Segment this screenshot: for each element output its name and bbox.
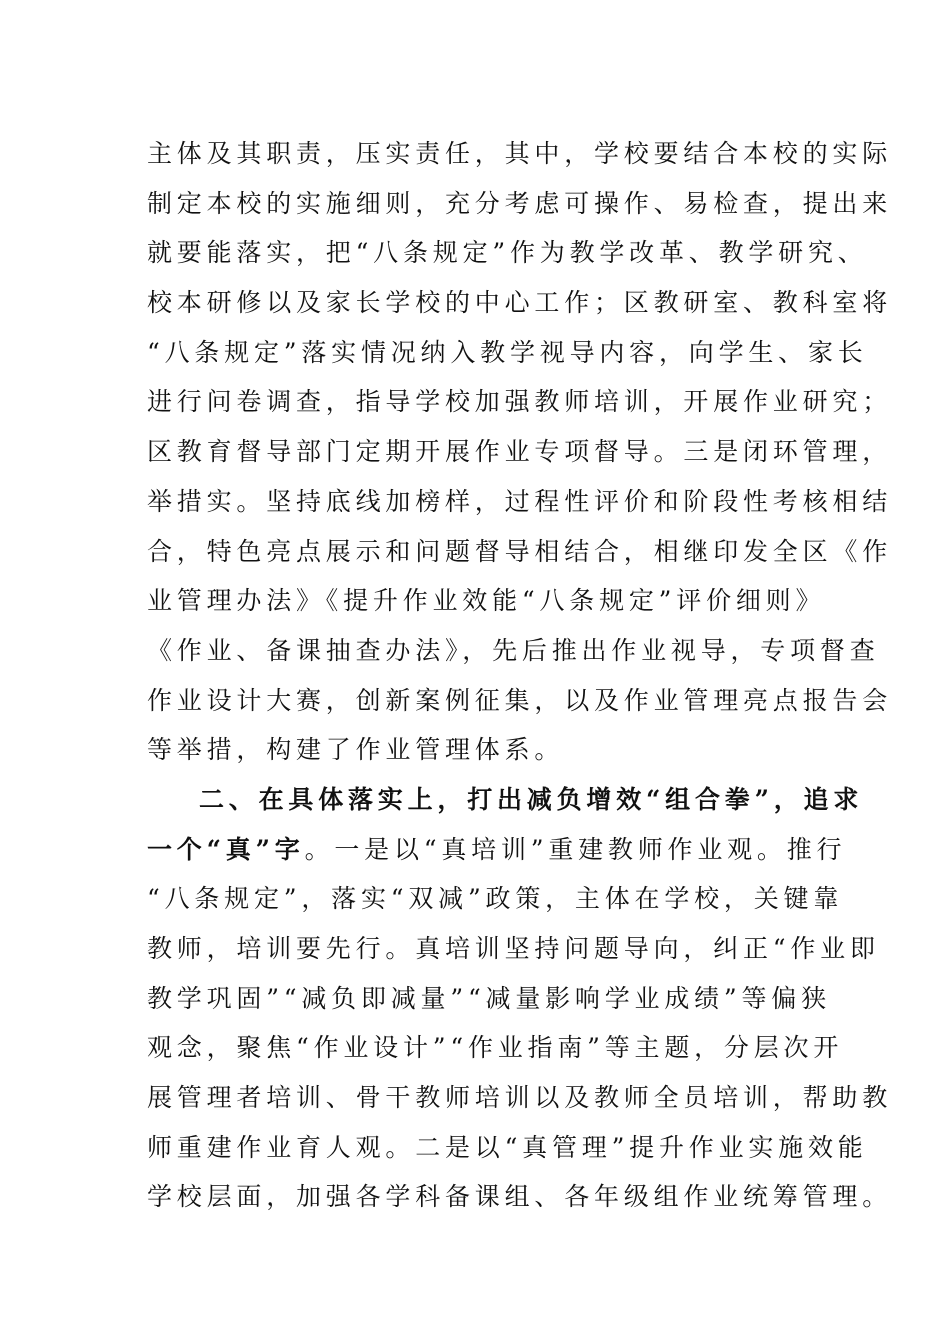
paragraph-line: 师重建作业育人观。二是以“真管理”提升作业实施效能 xyxy=(147,1132,868,1162)
paragraph-line: 就要能落实，把“八条规定”作为教学改革、教学研究、 xyxy=(147,238,868,268)
paragraph-line: 《作业、备课抽查办法》，先后推出作业视导，专项督查 xyxy=(147,635,880,665)
paragraph-line: 合，特色亮点展示和问题督导相结合，相继印发全区《作 xyxy=(147,536,893,566)
body-text xyxy=(147,129,893,1222)
paragraph-text: 。一是以“真培训”重建教师作业观。推行 xyxy=(304,834,847,864)
paragraph-line: “八条规定”，落实“双减”政策，主体在学校，关键靠 xyxy=(147,884,844,914)
paragraph-line: “八条规定”落实情况纳入教学视导内容，向学生、家长 xyxy=(147,337,868,367)
paragraph-line: 等举措，构建了作业管理体系。 xyxy=(147,735,565,765)
section-heading: 二、在具体落实上，打出减负增效“组合拳”，追求 xyxy=(199,784,864,814)
paragraph-line xyxy=(147,825,847,875)
paragraph-line: 业管理办法》《提升作业效能“八条规定”评价细则》 xyxy=(147,586,826,616)
paragraph-line: 制定本校的实施细则，充分考虑可操作、易检查，提出来 xyxy=(147,188,893,218)
paragraph-line: 展管理者培训、骨干教师培训以及教师全员培训，帮助教 xyxy=(147,1083,893,1113)
paragraph-line: 区教育督导部门定期开展作业专项督导。三是闭环管理， xyxy=(147,437,893,467)
paragraph-line: 校本研修以及家长学校的中心工作；区教研室、教科室将 xyxy=(147,288,893,318)
paragraph-line: 举措实。坚持底线加榜样，过程性评价和阶段性考核相结 xyxy=(147,486,893,516)
paragraph-line: 教师，培训要先行。真培训坚持问题导向，纠正“作业即 xyxy=(147,934,880,963)
paragraph-line: 学校层面，加强各学科备课组、各年级组作业统筹管理。 xyxy=(147,1182,893,1212)
paragraph-line: 教学巩固”“减负即减量”“减量影响学业成绩”等偏狭 xyxy=(147,983,831,1013)
section-heading-continued: 一个“真”字 xyxy=(147,834,305,864)
paragraph-line: 主体及其职责，压实责任，其中，学校要结合本校的实际 xyxy=(147,139,893,168)
paragraph-line: 观念，聚焦“作业设计”“作业指南”等主题，分层次开 xyxy=(147,1033,844,1063)
paragraph-line: 进行问卷调查，指导学校加强教师培训，开展作业研究； xyxy=(147,387,893,417)
paragraph-line: 作业设计大赛，创新案例征集，以及作业管理亮点报告会 xyxy=(147,685,893,715)
